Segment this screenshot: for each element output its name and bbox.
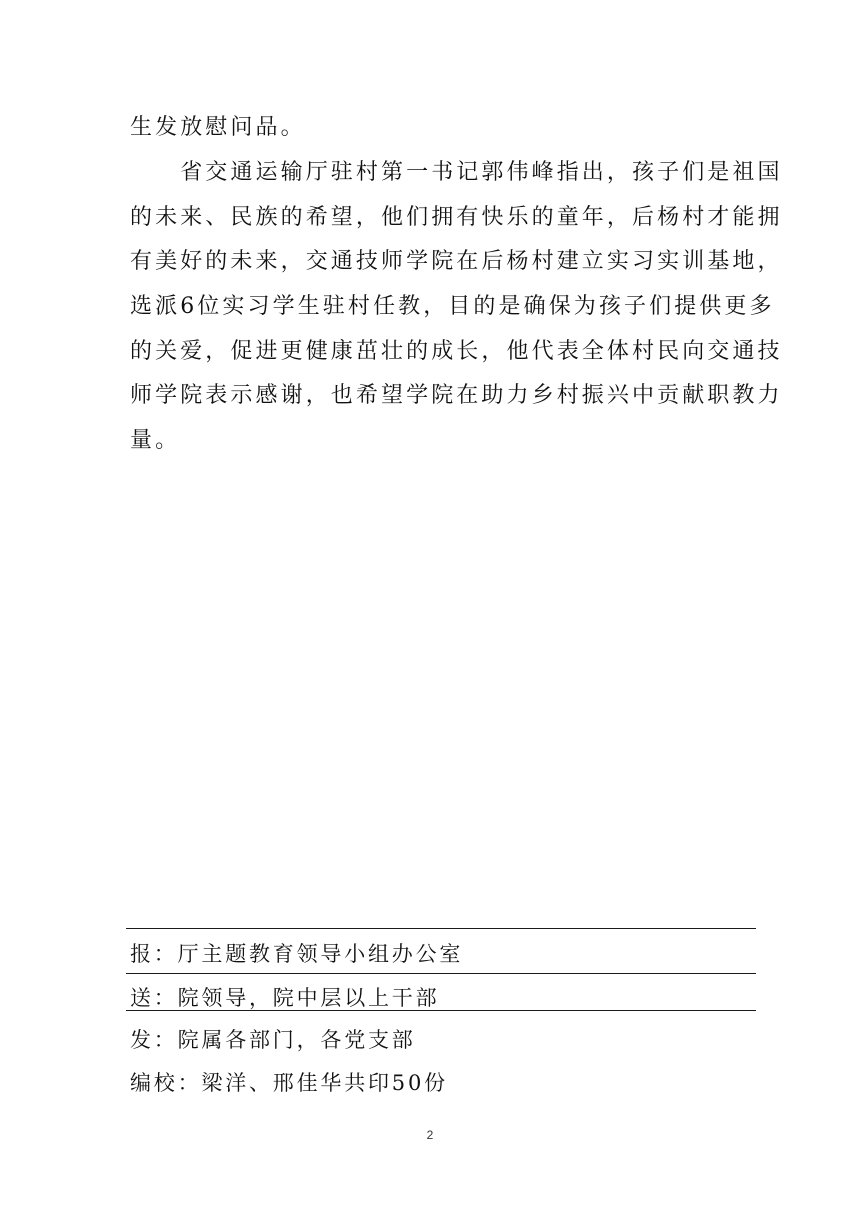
article-line: 师学院表示感谢，也希望学院在助力乡村振兴中贡献职教力 <box>130 383 783 408</box>
send-to-line: 送：院领导，院中层以上干部 <box>130 986 440 1010</box>
editors-line: 编校：梁洋、邢佳华共印50份 <box>130 1071 448 1095</box>
article-line: 的关爱，促进更健康茁壮的成长，他代表全体村民向交通技 <box>130 339 783 364</box>
article-line: 生发放慰问品。 <box>130 115 306 140</box>
article-line: 选派6位实习学生驻村任教，目的是确保为孩子们提供更多 <box>130 294 775 319</box>
report-to-line: 报：厅主题教育领导小组办公室 <box>130 942 464 966</box>
article-line: 有美好的未来，交通技师学院在后杨村建立实习实训基地， <box>130 249 783 274</box>
send-divider <box>126 1010 756 1011</box>
report-divider <box>126 973 756 974</box>
page-number: 2 <box>426 1128 434 1142</box>
issue-to-line: 发：院属各部门，各党支部 <box>130 1028 416 1052</box>
top-divider <box>126 928 756 929</box>
article-line: 的未来、民族的希望，他们拥有快乐的童年，后杨村才能拥 <box>130 205 783 230</box>
article-line: 省交通运输厅驻村第一书记郭伟峰指出，孩子们是祖国 <box>130 160 783 185</box>
article-line: 量。 <box>130 428 181 453</box>
